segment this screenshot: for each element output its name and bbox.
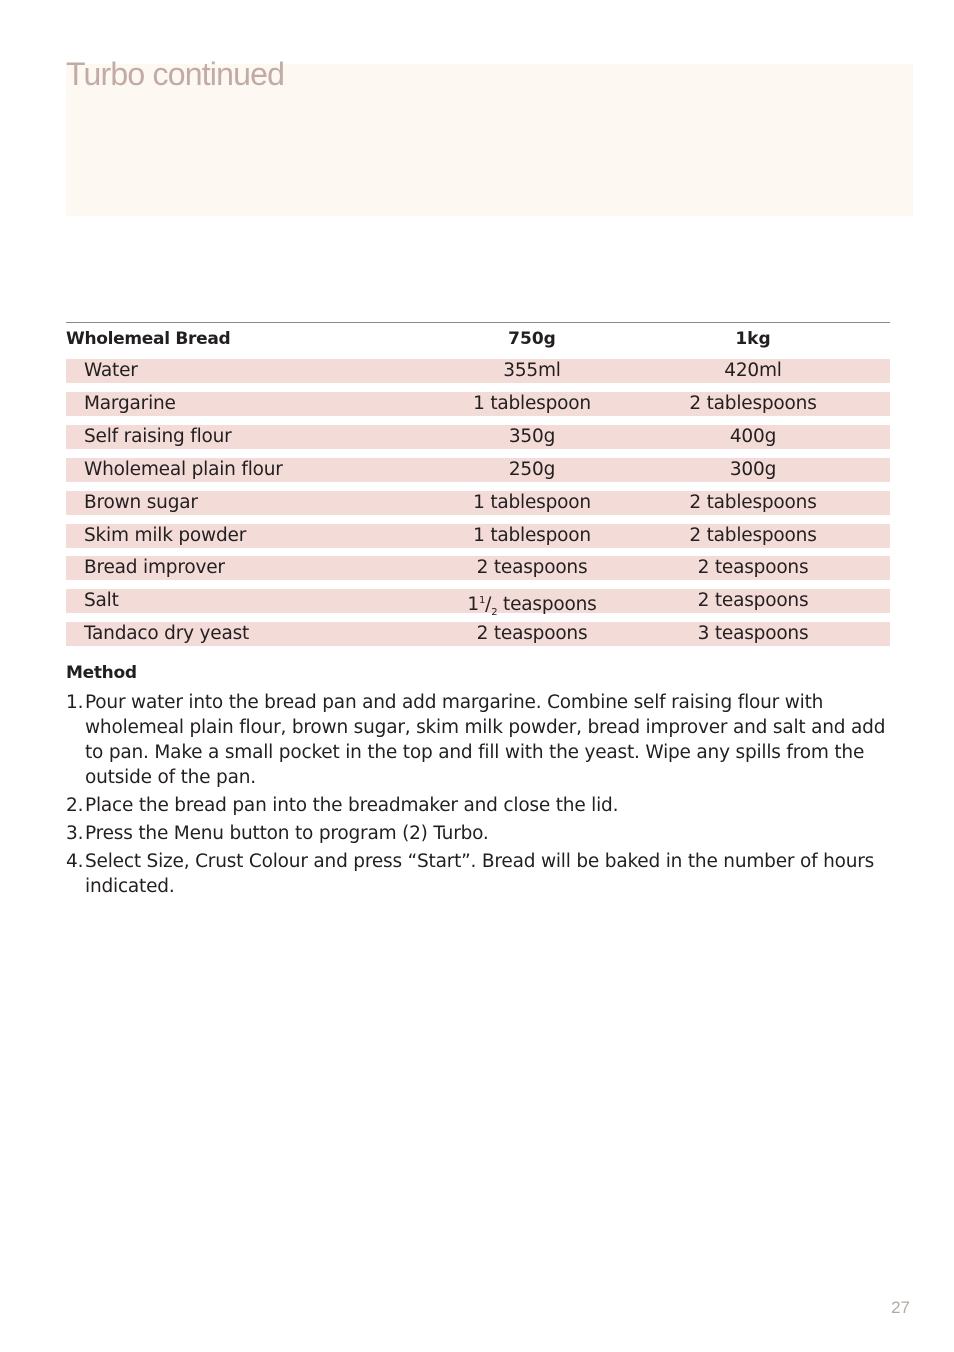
- step-number: 2.: [66, 795, 84, 816]
- quantity-750g: 1 tablespoon: [473, 525, 591, 546]
- step-number: 3.: [66, 823, 84, 844]
- table-row: [66, 556, 890, 580]
- ingredient-name: Margarine: [84, 393, 176, 414]
- table-row: [66, 524, 890, 548]
- step-text: Place the bread pan into the breadmaker and close the lid.: [85, 795, 619, 816]
- quantity-750g: 350g: [508, 426, 556, 447]
- quantity-1kg: 3 teaspoons: [697, 623, 809, 644]
- table-row: [66, 392, 890, 416]
- quantity-750g: 2 teaspoons: [476, 557, 588, 578]
- quantity-1kg: 300g: [729, 459, 777, 480]
- quantity-1kg: 2 tablespoons: [689, 525, 817, 546]
- ingredient-name: Brown sugar: [84, 492, 198, 513]
- method-step: [66, 849, 896, 899]
- quantity-750g: 355ml: [503, 360, 561, 381]
- ingredient-name: Salt: [84, 590, 119, 611]
- quantity-1kg: 2 tablespoons: [689, 492, 817, 513]
- step-text: Select Size, Crust Colour and press “Start”. Bread will be baked in the number of hours indicated.: [85, 851, 875, 897]
- table-row: [66, 491, 890, 515]
- step-number: 4.: [66, 851, 84, 872]
- table-row: [66, 425, 890, 449]
- ingredient-name: Water: [84, 360, 138, 381]
- method-step: [66, 793, 896, 818]
- table-row: [66, 589, 890, 618]
- method-heading: Method: [66, 663, 137, 683]
- recipe-table-header: [66, 327, 890, 353]
- quantity-750g: 250g: [508, 459, 556, 480]
- quantity-whole: 1: [467, 594, 479, 616]
- ingredient-name: Bread improver: [84, 557, 225, 578]
- step-text: Press the Menu button to program (2) Turbo.: [85, 823, 489, 844]
- quantity-1kg: 2 tablespoons: [689, 393, 817, 414]
- quantity-unit: teaspoons: [497, 594, 597, 616]
- method-step: [66, 821, 896, 846]
- table-row: [66, 458, 890, 482]
- quantity-1kg: 420ml: [724, 360, 782, 381]
- ingredient-name: Tandaco dry yeast: [84, 623, 250, 644]
- ingredient-name: Skim milk powder: [84, 525, 247, 546]
- quantity-750g: $1^1/_2$ teaspoons: [467, 594, 597, 618]
- fraction-numerator: 1: [478, 595, 486, 606]
- step-text: Pour water into the bread pan and add margarine. Combine self raising flour with wholemeal plain flour, brown sugar, skim milk powder, bread improver and salt and add to pan. Make a small pocket in the top and fill with the yeast. Wipe any spills from the outside of the pan.: [85, 692, 886, 788]
- quantity-750g: 2 teaspoons: [476, 623, 588, 644]
- quantity-1kg: 2 teaspoons: [697, 557, 809, 578]
- step-number: 1.: [66, 692, 84, 713]
- table-top-rule: [66, 322, 890, 323]
- column-header-1kg: 1kg: [735, 329, 771, 349]
- quantity-750g: 1 tablespoon: [473, 393, 591, 414]
- method-step: [66, 690, 896, 790]
- ingredient-name: Self raising flour: [84, 426, 232, 447]
- quantity-750g: 1 tablespoon: [473, 492, 591, 513]
- recipe-name: Wholemeal Bread: [66, 329, 231, 349]
- quantity-1kg: 2 teaspoons: [697, 590, 809, 611]
- page-title: Turbo continued: [66, 56, 285, 92]
- table-row: [66, 622, 890, 646]
- fraction-denominator: 2: [491, 606, 498, 618]
- quantity-1kg: 400g: [729, 426, 777, 447]
- method-steps: [66, 690, 896, 902]
- column-header-750g: 750g: [508, 329, 556, 349]
- ingredient-name: Wholemeal plain flour: [84, 459, 283, 480]
- table-row: [66, 359, 890, 383]
- page-number: 27: [891, 1298, 910, 1317]
